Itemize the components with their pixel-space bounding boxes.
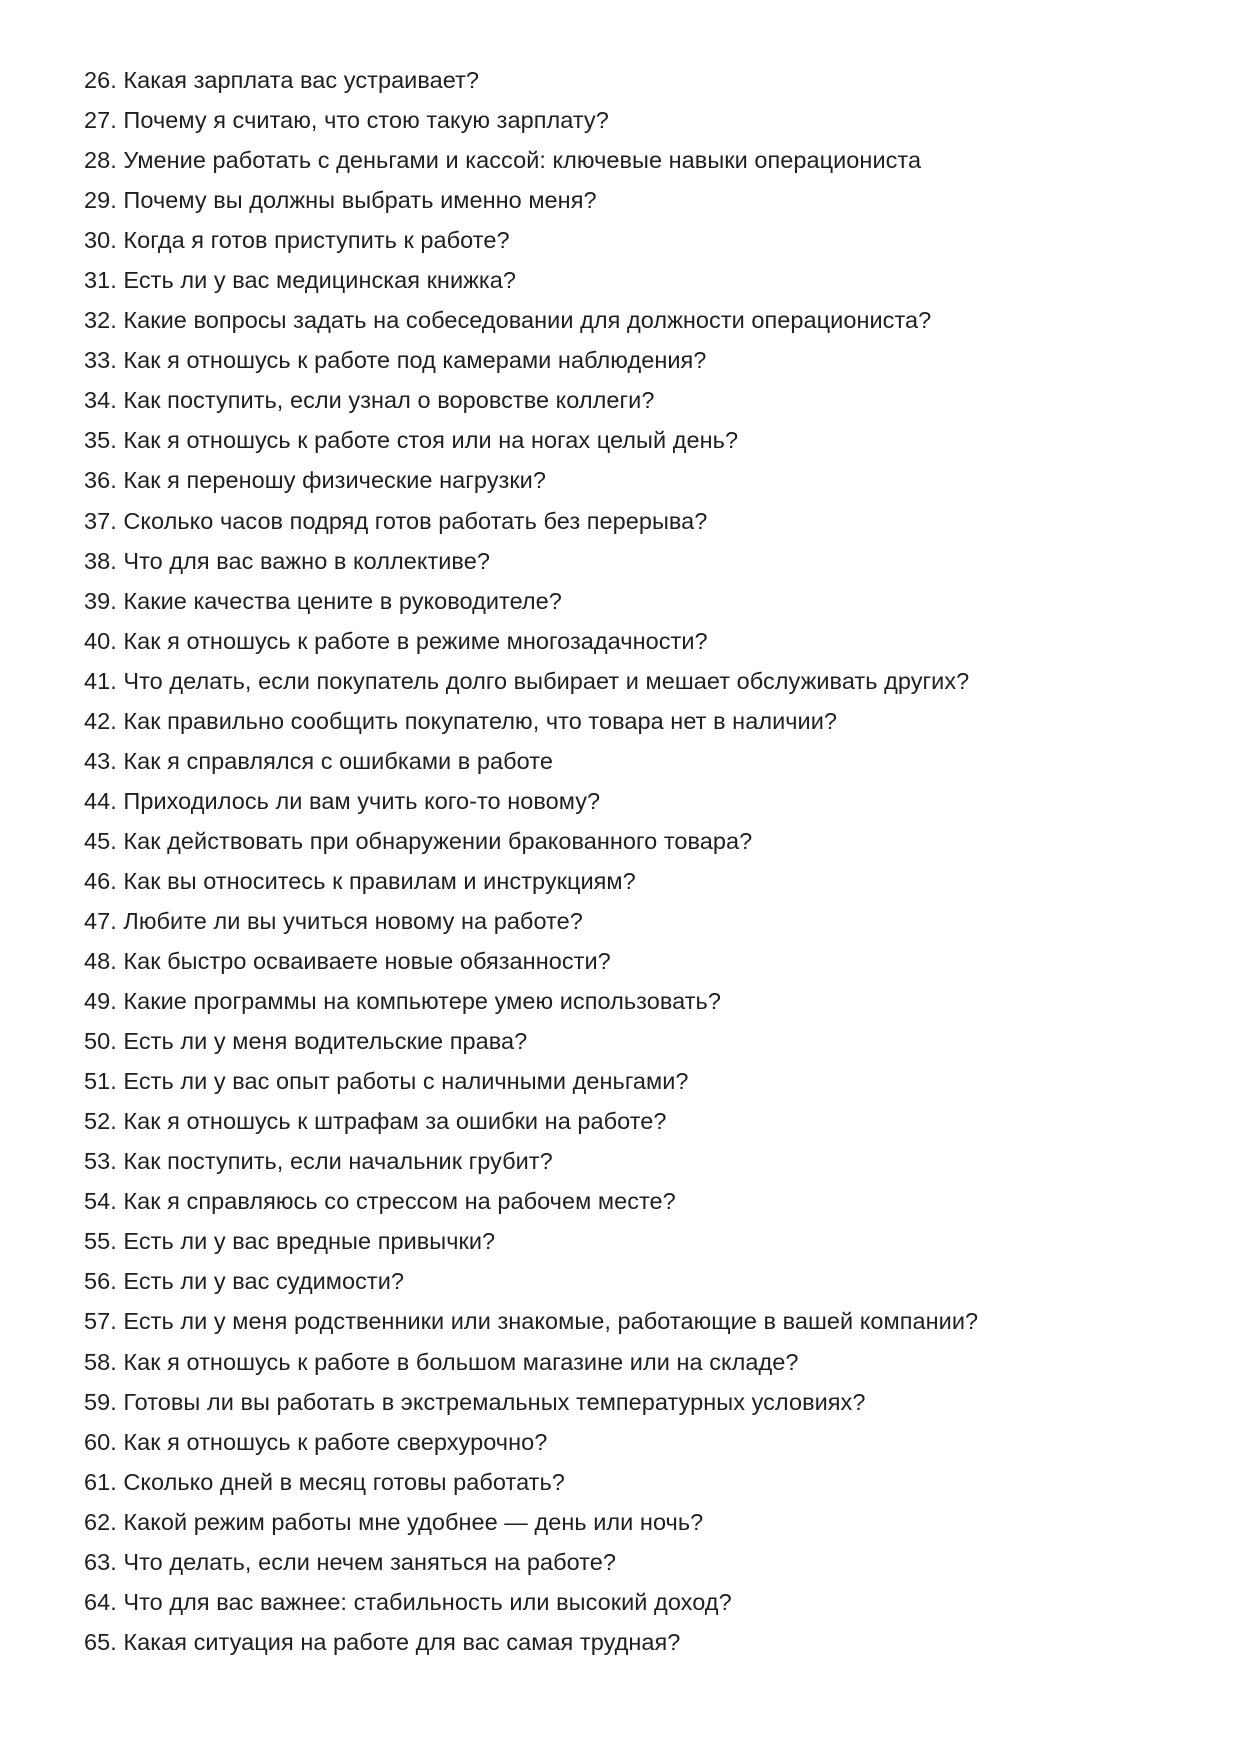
list-item: 46. Как вы относитесь к правилам и инструкциям? xyxy=(84,867,636,894)
list-item: 43. Как я справлялся с ошибками в работе xyxy=(84,747,553,774)
list-item: 35. Как я отношусь к работе стоя или на ногах целый день? xyxy=(84,427,739,454)
list-item: 29. Почему вы должны выбрать именно меня? xyxy=(84,187,597,214)
list-item: 30. Когда я готов приступить к работе? xyxy=(84,227,510,254)
list-item: 45. Как действовать при обнаружении бракованного товара? xyxy=(84,827,753,854)
list-item: 64. Что для вас важнее: стабильность или высокий доход? xyxy=(84,1588,732,1615)
list-item: 44. Приходилось ли вам учить кого-то новому? xyxy=(84,787,601,814)
list-item: 50. Есть ли у меня водительские права? xyxy=(84,1028,528,1055)
list-item: 38. Что для вас важно в коллективе? xyxy=(84,547,490,574)
list-item: 53. Как поступить, если начальник грубит? xyxy=(84,1148,553,1175)
list-item: 26. Какая зарплата вас устраивает? xyxy=(84,67,480,93)
list-item: 59. Готовы ли вы работать в экстремальных температурных условиях? xyxy=(84,1388,866,1415)
list-item: 51. Есть ли у вас опыт работы с наличными деньгами? xyxy=(84,1068,689,1095)
list-item: 62. Какой режим работы мне удобнее — день или ночь? xyxy=(84,1508,704,1535)
list-item: 63. Что делать, если нечем заняться на работе? xyxy=(84,1548,616,1575)
list-item: 36. Как я переношу физические нагрузки? xyxy=(84,467,546,494)
list-item: 57. Есть ли у меня родственники или знакомые, работающие в вашей компании? xyxy=(84,1308,979,1335)
list-item: 32. Какие вопросы задать на собеседовании для должности операциониста? xyxy=(84,307,932,334)
list-item: 47. Любите ли вы учиться новому на работе? xyxy=(84,907,583,934)
list-item: 34. Как поступить, если узнал о воровстве коллеги? xyxy=(84,387,655,414)
list-item: 60. Как я отношусь к работе сверхурочно? xyxy=(84,1428,548,1455)
list-item: 39. Какие качества цените в руководителе? xyxy=(84,587,562,614)
list-item: 41. Что делать, если покупатель долго выбирает и мешает обслуживать других? xyxy=(84,667,970,694)
list-item: 55. Есть ли у вас вредные привычки? xyxy=(84,1228,496,1255)
list-item: 33. Как я отношусь к работе под камерами наблюдения? xyxy=(84,347,707,374)
list-item: 31. Есть ли у вас медицинская книжка? xyxy=(84,267,516,294)
list-item: 56. Есть ли у вас судимости? xyxy=(84,1268,405,1295)
list-item: 61. Сколько дней в месяц готовы работать? xyxy=(84,1468,565,1495)
list-item: 48. Как быстро осваиваете новые обязанности? xyxy=(84,948,611,975)
list-item: 49. Какие программы на компьютере умею использовать? xyxy=(84,988,721,1015)
list-item: 40. Как я отношусь к работе в режиме многозадачности? xyxy=(84,627,708,654)
question-list xyxy=(84,60,1199,1662)
list-item: 42. Как правильно сообщить покупателю, что товара нет в наличии? xyxy=(84,707,838,734)
list-item: 52. Как я отношусь к штрафам за ошибки на работе? xyxy=(84,1108,667,1135)
list-item: 27. Почему я считаю, что стою такую зарплату? xyxy=(84,107,609,134)
list-item: 54. Как я справляюсь со стрессом на рабочем месте? xyxy=(84,1188,676,1215)
list-item: 65. Какая ситуация на работе для вас самая трудная? xyxy=(84,1628,681,1655)
list-item: 37. Сколько часов подряд готов работать без перерыва? xyxy=(84,507,708,534)
list-item: 58. Как я отношусь к работе в большом магазине или на складе? xyxy=(84,1348,799,1375)
list-item: 28. Умение работать с деньгами и кассой: ключевые навыки операциониста xyxy=(84,147,922,174)
